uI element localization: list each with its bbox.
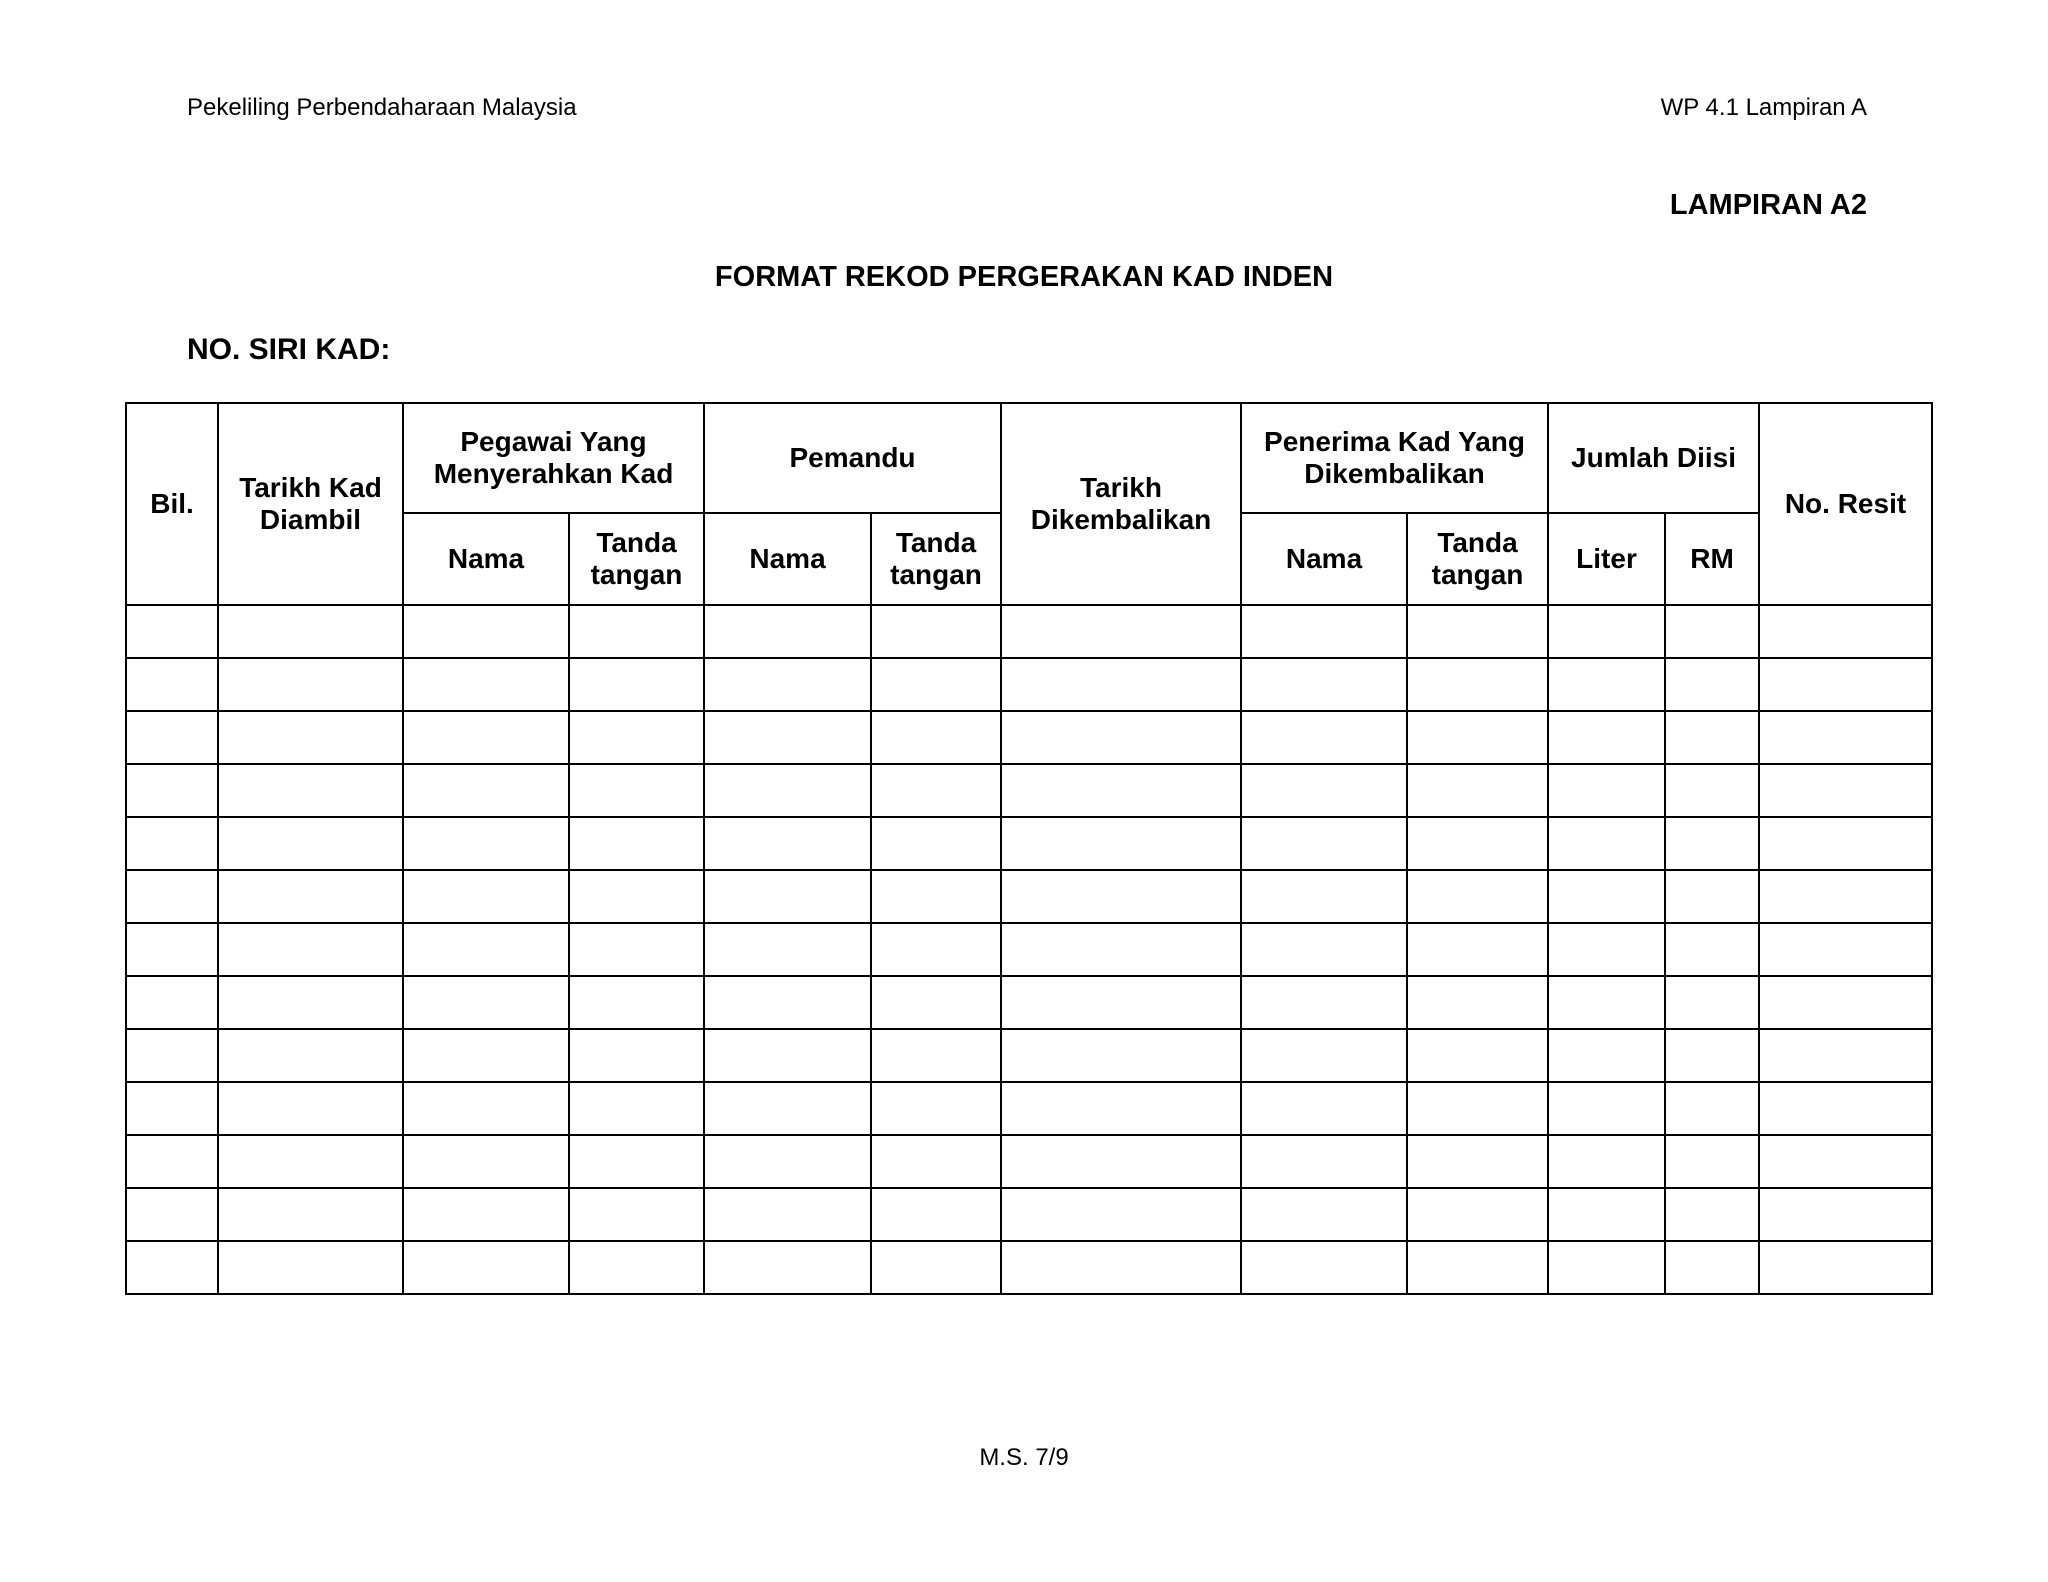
table-cell[interactable] bbox=[704, 1135, 871, 1188]
table-cell[interactable] bbox=[1407, 1241, 1548, 1294]
table-cell[interactable] bbox=[1241, 1029, 1407, 1082]
header-reference: WP 4.1 Lampiran A bbox=[1660, 94, 1867, 121]
header-pemandu: Pemandu bbox=[704, 403, 1001, 513]
table-cell[interactable] bbox=[871, 1082, 1001, 1135]
header-jumlah-diisi: Jumlah Diisi bbox=[1548, 403, 1759, 513]
table-cell[interactable] bbox=[569, 870, 704, 923]
header-tarikh-diambil: Tarikh Kad Diambil bbox=[218, 403, 403, 605]
table-cell[interactable] bbox=[704, 1082, 871, 1135]
table-cell[interactable] bbox=[1407, 1029, 1548, 1082]
table-cell[interactable] bbox=[1241, 1188, 1407, 1241]
table-cell[interactable] bbox=[1548, 1188, 1665, 1241]
table-row bbox=[126, 976, 1932, 1029]
table-cell[interactable] bbox=[1001, 1082, 1241, 1135]
table-cell[interactable] bbox=[126, 764, 218, 817]
table-cell[interactable] bbox=[1665, 1029, 1759, 1082]
header-bil: Bil. bbox=[126, 403, 218, 605]
table-cell[interactable] bbox=[1759, 976, 1932, 1029]
table-cell[interactable] bbox=[1241, 658, 1407, 711]
table-cell[interactable] bbox=[871, 1188, 1001, 1241]
appendix-label: LAMPIRAN A2 bbox=[1669, 189, 1867, 221]
table-cell[interactable] bbox=[871, 764, 1001, 817]
header-pemandu-tanda-tangan: Tanda tangan bbox=[871, 513, 1001, 605]
table-cell[interactable] bbox=[1001, 923, 1241, 976]
table-cell[interactable] bbox=[871, 976, 1001, 1029]
table-cell[interactable] bbox=[126, 817, 218, 870]
table-row bbox=[126, 605, 1932, 658]
header-liter: Liter bbox=[1548, 513, 1665, 605]
table-cell[interactable] bbox=[1407, 870, 1548, 923]
table-cell[interactable] bbox=[1001, 605, 1241, 658]
header-penerima: Penerima Kad Yang Dikembalikan bbox=[1241, 403, 1548, 513]
table-cell[interactable] bbox=[1759, 711, 1932, 764]
table-cell[interactable] bbox=[126, 1241, 218, 1294]
table-cell[interactable] bbox=[218, 870, 403, 923]
table-body bbox=[126, 605, 1932, 1294]
table-cell[interactable] bbox=[704, 1188, 871, 1241]
table-cell[interactable] bbox=[126, 1188, 218, 1241]
table-row bbox=[126, 1188, 1932, 1241]
table-cell[interactable] bbox=[1548, 976, 1665, 1029]
table-cell[interactable] bbox=[1759, 605, 1932, 658]
table-cell[interactable] bbox=[1001, 1135, 1241, 1188]
table-row bbox=[126, 1241, 1932, 1294]
table-cell[interactable] bbox=[1241, 711, 1407, 764]
table-cell[interactable] bbox=[1407, 711, 1548, 764]
table-cell[interactable] bbox=[403, 817, 569, 870]
table-cell[interactable] bbox=[871, 711, 1001, 764]
table-cell[interactable] bbox=[1241, 870, 1407, 923]
table-cell[interactable] bbox=[1001, 764, 1241, 817]
header-penerima-nama: Nama bbox=[1241, 513, 1407, 605]
table-cell[interactable] bbox=[126, 1082, 218, 1135]
table-cell[interactable] bbox=[871, 817, 1001, 870]
table-cell[interactable] bbox=[569, 1188, 704, 1241]
table-cell[interactable] bbox=[403, 711, 569, 764]
table-cell[interactable] bbox=[704, 658, 871, 711]
table-cell[interactable] bbox=[1407, 817, 1548, 870]
table-cell[interactable] bbox=[1407, 1188, 1548, 1241]
table-row bbox=[126, 870, 1932, 923]
table-cell[interactable] bbox=[1241, 817, 1407, 870]
table-cell[interactable] bbox=[1001, 711, 1241, 764]
table-cell[interactable] bbox=[1665, 1135, 1759, 1188]
table-cell[interactable] bbox=[1759, 817, 1932, 870]
table-row bbox=[126, 1082, 1932, 1135]
table-cell[interactable] bbox=[218, 1241, 403, 1294]
table-cell[interactable] bbox=[1001, 1029, 1241, 1082]
table-cell[interactable] bbox=[1548, 1135, 1665, 1188]
table-cell[interactable] bbox=[1665, 923, 1759, 976]
table-cell[interactable] bbox=[1759, 1029, 1932, 1082]
table-row bbox=[126, 1029, 1932, 1082]
table-cell[interactable] bbox=[704, 923, 871, 976]
table-cell[interactable] bbox=[1665, 1241, 1759, 1294]
header-pegawai-nama: Nama bbox=[403, 513, 569, 605]
table-cell[interactable] bbox=[1548, 870, 1665, 923]
header-tarikh-dikembalikan: Tarikh Dikembalikan bbox=[1001, 403, 1241, 605]
table-cell[interactable] bbox=[704, 1029, 871, 1082]
table-cell[interactable] bbox=[704, 870, 871, 923]
table-cell[interactable] bbox=[569, 764, 704, 817]
table-cell[interactable] bbox=[1241, 1135, 1407, 1188]
header-no-resit: No. Resit bbox=[1759, 403, 1932, 605]
table-cell[interactable] bbox=[1241, 923, 1407, 976]
table-cell[interactable] bbox=[403, 1135, 569, 1188]
table-cell[interactable] bbox=[1407, 1135, 1548, 1188]
table-cell[interactable] bbox=[871, 1241, 1001, 1294]
table-cell[interactable] bbox=[569, 605, 704, 658]
table-cell[interactable] bbox=[1407, 764, 1548, 817]
table-cell[interactable] bbox=[218, 658, 403, 711]
table-cell[interactable] bbox=[871, 1135, 1001, 1188]
table-cell[interactable] bbox=[569, 658, 704, 711]
table-cell[interactable] bbox=[1407, 976, 1548, 1029]
table-cell[interactable] bbox=[218, 1188, 403, 1241]
table-cell[interactable] bbox=[1548, 764, 1665, 817]
table-cell[interactable] bbox=[218, 605, 403, 658]
table-cell[interactable] bbox=[1001, 1241, 1241, 1294]
table-cell[interactable] bbox=[704, 1241, 871, 1294]
table-cell[interactable] bbox=[1241, 1241, 1407, 1294]
table-cell[interactable] bbox=[126, 870, 218, 923]
table-row bbox=[126, 658, 1932, 711]
table-cell[interactable] bbox=[1665, 764, 1759, 817]
table-cell[interactable] bbox=[126, 923, 218, 976]
page-title: FORMAT REKOD PERGERAKAN KAD INDEN bbox=[714, 261, 1334, 293]
table-cell[interactable] bbox=[1548, 658, 1665, 711]
table-cell[interactable] bbox=[218, 1082, 403, 1135]
table-cell[interactable] bbox=[218, 764, 403, 817]
table-cell[interactable] bbox=[403, 658, 569, 711]
table-cell[interactable] bbox=[1759, 870, 1932, 923]
table-cell[interactable] bbox=[871, 605, 1001, 658]
table-cell[interactable] bbox=[1759, 764, 1932, 817]
table-cell[interactable] bbox=[569, 923, 704, 976]
table-cell[interactable] bbox=[1548, 605, 1665, 658]
table-row bbox=[126, 764, 1932, 817]
table-cell[interactable] bbox=[126, 605, 218, 658]
table-header-row-1 bbox=[126, 403, 1932, 513]
table-cell[interactable] bbox=[1548, 923, 1665, 976]
header-pegawai-tanda-tangan: Tanda tangan bbox=[569, 513, 704, 605]
table-cell[interactable] bbox=[1548, 1029, 1665, 1082]
table-cell[interactable] bbox=[403, 1029, 569, 1082]
table-cell[interactable] bbox=[569, 1082, 704, 1135]
table-cell[interactable] bbox=[126, 658, 218, 711]
table-cell[interactable] bbox=[871, 870, 1001, 923]
table-cell[interactable] bbox=[218, 1029, 403, 1082]
table-cell[interactable] bbox=[1407, 1082, 1548, 1135]
table-cell[interactable] bbox=[569, 711, 704, 764]
table-cell[interactable] bbox=[1001, 1188, 1241, 1241]
table-cell[interactable] bbox=[403, 870, 569, 923]
card-movement-table bbox=[125, 402, 1933, 1295]
table-cell[interactable] bbox=[1407, 923, 1548, 976]
card-serial-label: NO. SIRI KAD: bbox=[187, 333, 391, 366]
table-cell[interactable] bbox=[1665, 817, 1759, 870]
table-cell[interactable] bbox=[1759, 1082, 1932, 1135]
table-cell[interactable] bbox=[1548, 1082, 1665, 1135]
table-cell[interactable] bbox=[1759, 1241, 1932, 1294]
table-cell[interactable] bbox=[871, 658, 1001, 711]
table-cell[interactable] bbox=[126, 976, 218, 1029]
header-pemandu-nama: Nama bbox=[704, 513, 871, 605]
table-cell[interactable] bbox=[1241, 764, 1407, 817]
table-cell[interactable] bbox=[1665, 658, 1759, 711]
table-cell[interactable] bbox=[403, 1188, 569, 1241]
table-cell[interactable] bbox=[1001, 870, 1241, 923]
table-cell[interactable] bbox=[1665, 1188, 1759, 1241]
table-cell[interactable] bbox=[704, 711, 871, 764]
table-cell[interactable] bbox=[569, 1135, 704, 1188]
table-cell[interactable] bbox=[126, 711, 218, 764]
table-cell[interactable] bbox=[1759, 923, 1932, 976]
table-row bbox=[126, 923, 1932, 976]
table-cell[interactable] bbox=[1759, 1188, 1932, 1241]
table-cell[interactable] bbox=[704, 976, 871, 1029]
table-cell[interactable] bbox=[704, 764, 871, 817]
table-cell[interactable] bbox=[126, 1135, 218, 1188]
table-cell[interactable] bbox=[218, 976, 403, 1029]
table-cell[interactable] bbox=[1001, 658, 1241, 711]
table-cell[interactable] bbox=[1001, 817, 1241, 870]
table-cell[interactable] bbox=[1407, 658, 1548, 711]
table-cell[interactable] bbox=[1548, 1241, 1665, 1294]
table-cell[interactable] bbox=[569, 1029, 704, 1082]
table-cell[interactable] bbox=[569, 976, 704, 1029]
table-cell[interactable] bbox=[1759, 1135, 1932, 1188]
table-row bbox=[126, 1135, 1932, 1188]
table-row bbox=[126, 817, 1932, 870]
table-cell[interactable] bbox=[1665, 1082, 1759, 1135]
table-cell[interactable] bbox=[218, 817, 403, 870]
table-cell[interactable] bbox=[403, 923, 569, 976]
table-cell[interactable] bbox=[871, 1029, 1001, 1082]
table-cell[interactable] bbox=[403, 1082, 569, 1135]
table-cell[interactable] bbox=[403, 1241, 569, 1294]
table-cell[interactable] bbox=[218, 923, 403, 976]
table-cell[interactable] bbox=[403, 976, 569, 1029]
table-cell[interactable] bbox=[569, 817, 704, 870]
header-circular-name: Pekeliling Perbendaharaan Malaysia bbox=[187, 94, 577, 121]
table-cell[interactable] bbox=[1407, 605, 1548, 658]
table-cell[interactable] bbox=[1241, 605, 1407, 658]
table-cell[interactable] bbox=[126, 1029, 218, 1082]
page-number: M.S. 7/9 bbox=[979, 1444, 1069, 1471]
table-row bbox=[126, 711, 1932, 764]
table-cell[interactable] bbox=[1001, 976, 1241, 1029]
table-cell[interactable] bbox=[704, 605, 871, 658]
table-cell[interactable] bbox=[1665, 711, 1759, 764]
table-cell[interactable] bbox=[1759, 658, 1932, 711]
table-cell[interactable] bbox=[403, 605, 569, 658]
table-cell[interactable] bbox=[1665, 605, 1759, 658]
header-rm: RM bbox=[1665, 513, 1759, 605]
table-cell[interactable] bbox=[1548, 711, 1665, 764]
header-penerima-tanda-tangan: Tanda tangan bbox=[1407, 513, 1548, 605]
header-pegawai: Pegawai Yang Menyerahkan Kad bbox=[403, 403, 704, 513]
table-cell[interactable] bbox=[1241, 976, 1407, 1029]
table-cell[interactable] bbox=[704, 817, 871, 870]
table-cell[interactable] bbox=[871, 923, 1001, 976]
table-cell[interactable] bbox=[1241, 1082, 1407, 1135]
table-cell[interactable] bbox=[1548, 817, 1665, 870]
table-cell[interactable] bbox=[1665, 976, 1759, 1029]
table-cell[interactable] bbox=[218, 1135, 403, 1188]
table-cell[interactable] bbox=[569, 1241, 704, 1294]
table-cell[interactable] bbox=[403, 764, 569, 817]
table-cell[interactable] bbox=[1665, 870, 1759, 923]
table-cell[interactable] bbox=[218, 711, 403, 764]
